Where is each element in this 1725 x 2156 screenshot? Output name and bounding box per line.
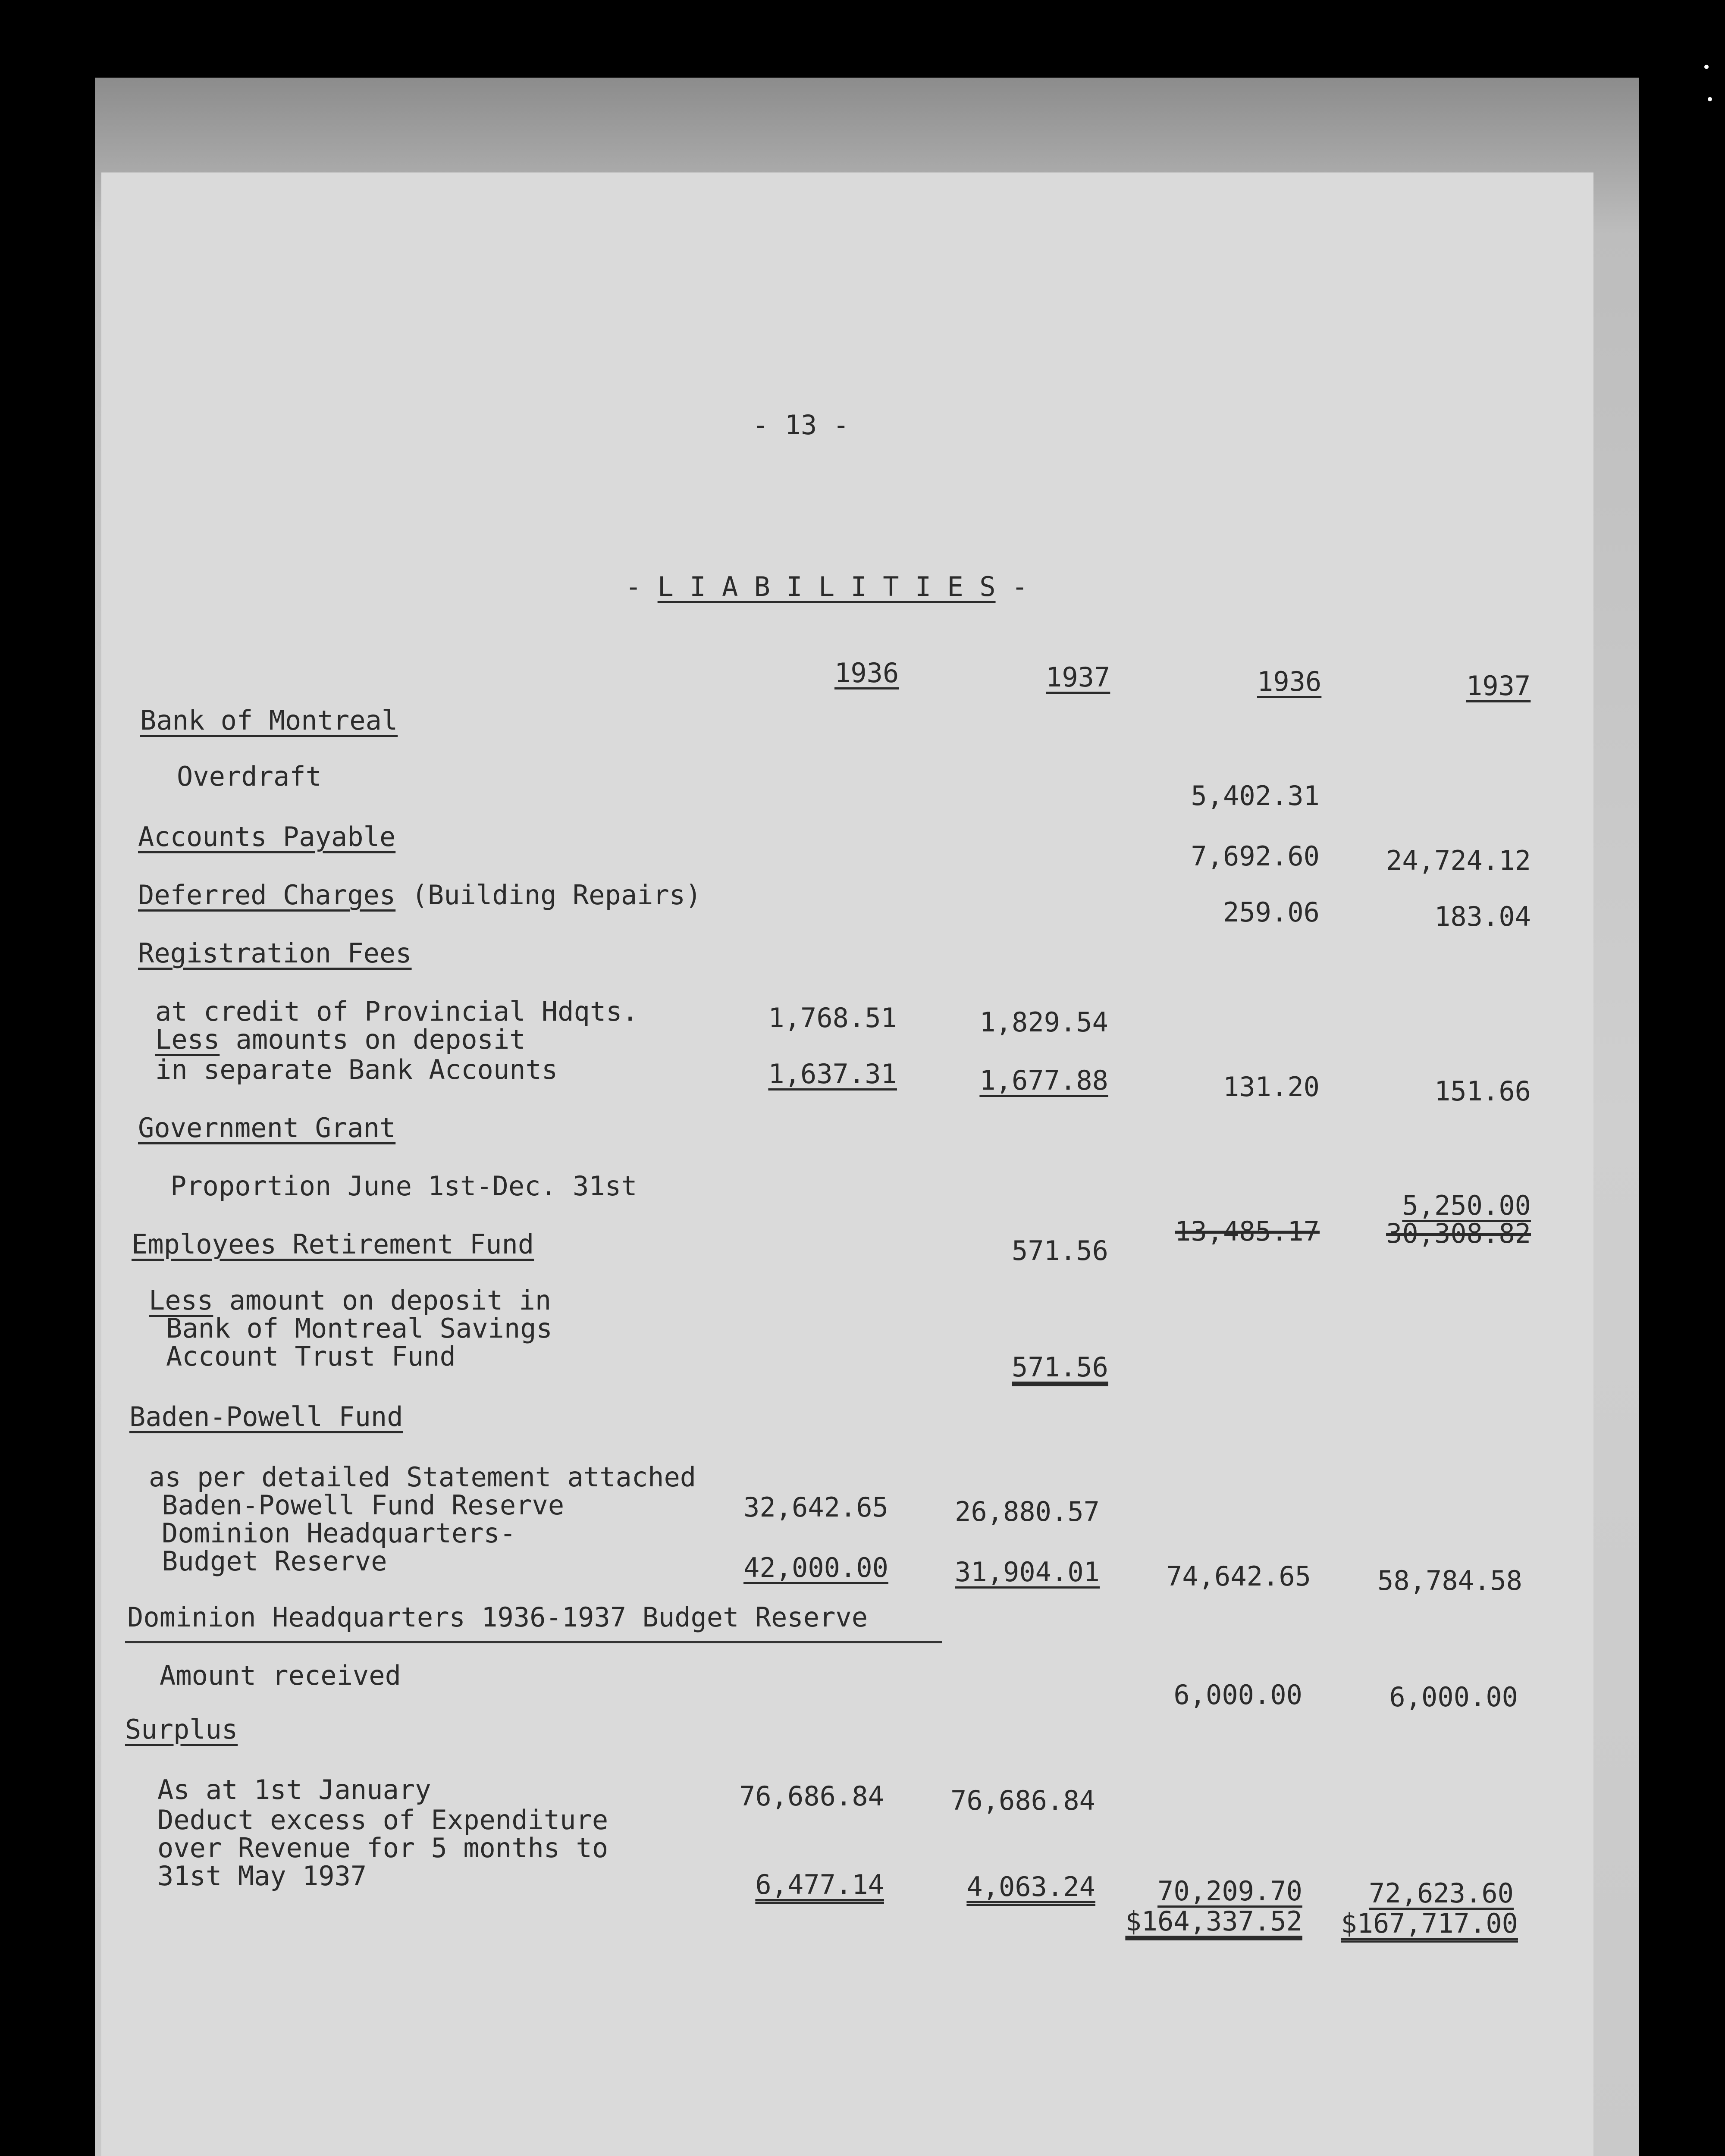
film-speck <box>1704 65 1709 69</box>
baden-line1-1937: 26,880.57 <box>955 1496 1100 1527</box>
page-number: - 13 - <box>753 409 849 441</box>
grant-heading: Government Grant <box>138 1112 396 1144</box>
baden-heading: Baden-Powell Fund <box>129 1401 403 1432</box>
film-speck <box>1708 97 1712 101</box>
grant-line: Proportion June 1st-Dec. 31st <box>170 1170 637 1202</box>
registration-line3: in separate Bank Accounts <box>155 1054 558 1085</box>
baden-line3-1936: 42,000.00 <box>743 1552 888 1583</box>
subtotal-1936: 13,485.17 <box>1175 1216 1320 1247</box>
header-col2: 1937 <box>1046 661 1110 693</box>
surplus-heading: Surplus <box>125 1714 238 1745</box>
retirement-line1: Less amount on deposit in <box>149 1285 552 1316</box>
baden-line3-1937: 31,904.01 <box>955 1556 1100 1588</box>
dominion-underline <box>125 1641 942 1643</box>
baden-line3: Budget Reserve <box>162 1545 387 1577</box>
registration-line1-1937: 1,829.54 <box>979 1006 1108 1038</box>
baden-intro: as per detailed Statement attached <box>149 1461 696 1493</box>
registration-line3-1936: 1,637.31 <box>768 1058 897 1090</box>
header-col1: 1936 <box>834 657 899 689</box>
retirement-line3: Account Trust Fund <box>166 1341 456 1372</box>
registration-line3-1937: 1,677.88 <box>979 1065 1108 1096</box>
surplus-line1-1937: 76,686.84 <box>950 1785 1095 1816</box>
accounts-payable-label: Accounts Payable <box>138 821 396 852</box>
header-col4: 1937 <box>1466 670 1531 702</box>
retirement-deposit-1937: 571.56 <box>1012 1351 1108 1383</box>
surplus-line4-1936: 6,477.14 <box>755 1869 884 1900</box>
registration-line1-1936: 1,768.51 <box>768 1002 897 1034</box>
retirement-line2: Bank of Montreal Savings <box>166 1313 552 1344</box>
baden-total-1937: 58,784.58 <box>1377 1565 1522 1596</box>
deferred-1937: 183.04 <box>1434 901 1531 932</box>
surplus-line4-1937: 4,063.24 <box>966 1871 1095 1902</box>
deferred-1936: 259.06 <box>1223 896 1320 928</box>
surplus-line1-1936: 76,686.84 <box>739 1780 884 1812</box>
grand-total-1936: $164,337.52 <box>1125 1905 1302 1937</box>
accounts-payable-1936: 7,692.60 <box>1191 840 1320 872</box>
baden-line1-1936: 32,642.65 <box>743 1492 888 1523</box>
grand-total-1937: $167,717.00 <box>1341 1908 1518 1939</box>
surplus-line3: over Revenue for 5 months to <box>157 1832 608 1864</box>
retirement-heading: Employees Retirement Fund <box>132 1228 534 1260</box>
dominion-line: Amount received <box>160 1660 401 1691</box>
surplus-net-1936: 70,209.70 <box>1157 1875 1302 1907</box>
overdraft-label: Overdraft <box>177 761 322 792</box>
deferred-charges-label: Deferred Charges (Building Repairs) <box>138 879 702 911</box>
registration-line2: Less amounts on deposit <box>155 1024 526 1055</box>
surplus-line2: Deduct excess of Expenditure <box>157 1804 608 1836</box>
grant-1937: 5,250.00 <box>1402 1190 1531 1221</box>
baden-line2: Dominion Headquarters- <box>162 1517 516 1549</box>
dominion-1936: 6,000.00 <box>1173 1679 1302 1711</box>
surplus-line1: As at 1st January <box>157 1774 431 1805</box>
registration-line1: at credit of Provincial Hdqts. <box>155 996 638 1027</box>
page-title: - L I A B I L I T I E S - <box>625 571 1028 602</box>
bank-heading: Bank of Montreal <box>140 705 398 736</box>
surplus-net-1937: 72,623.60 <box>1369 1877 1514 1909</box>
baden-line1: Baden-Powell Fund Reserve <box>162 1489 565 1521</box>
registration-heading: Registration Fees <box>138 937 412 969</box>
surplus-line4: 31st May 1937 <box>157 1860 367 1892</box>
dominion-heading: Dominion Headquarters 1936-1937 Budget Reserve <box>127 1601 868 1633</box>
registration-net-1936: 131.20 <box>1223 1071 1320 1103</box>
registration-net-1937: 151.66 <box>1434 1075 1531 1107</box>
baden-total-1936: 74,642.65 <box>1166 1561 1311 1592</box>
header-col3: 1936 <box>1257 666 1322 697</box>
dominion-1937: 6,000.00 <box>1389 1681 1518 1713</box>
overdraft-1936: 5,402.31 <box>1191 780 1320 812</box>
accounts-payable-1937: 24,724.12 <box>1386 845 1531 876</box>
retirement-1937: 571.56 <box>1012 1235 1108 1266</box>
subtotal-1937: 30,308.82 <box>1386 1218 1531 1249</box>
